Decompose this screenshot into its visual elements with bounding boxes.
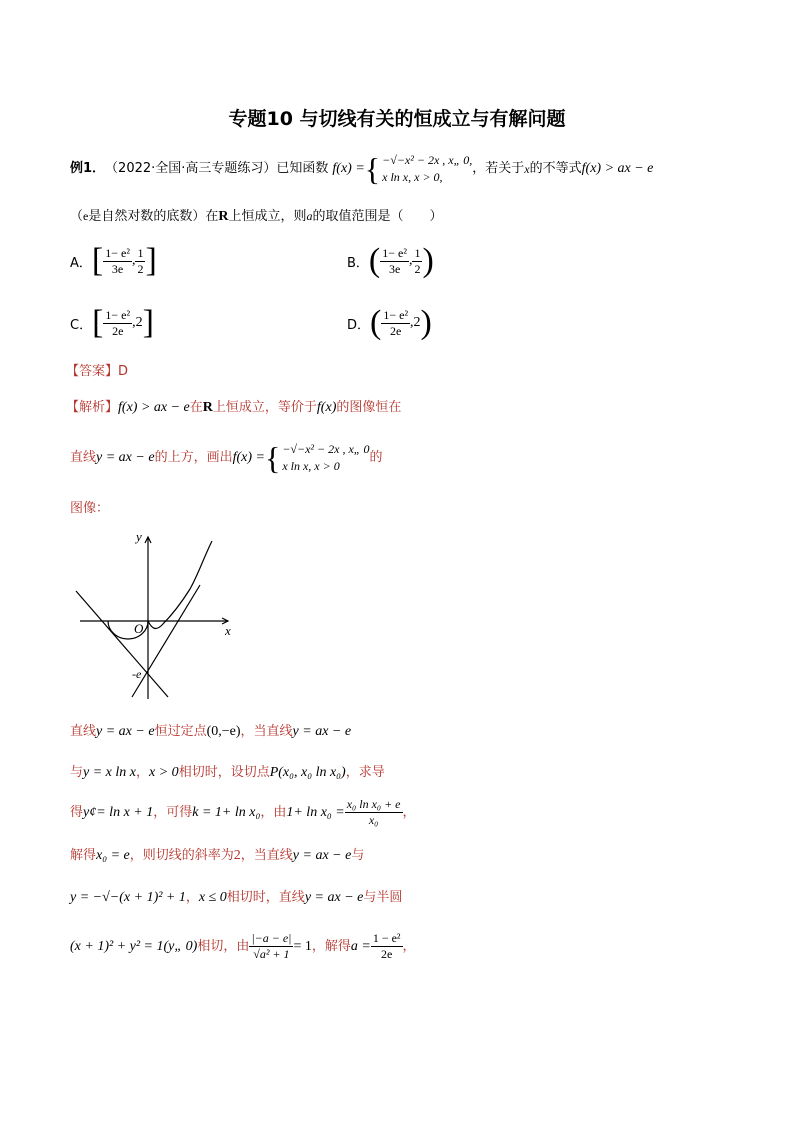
comma: , xyxy=(131,253,136,268)
bracket-right: ) xyxy=(422,242,434,279)
numerator: 1 xyxy=(414,245,421,260)
math: (0,−e) xyxy=(206,724,241,739)
math: (x + 1)² + y² = 1(y„ 0) xyxy=(70,938,198,954)
func-name: f(x) = xyxy=(232,450,265,465)
bracket-right: ] xyxy=(142,304,154,341)
numerator: |−a − e| xyxy=(251,931,292,945)
math: f(x) xyxy=(316,400,337,415)
math: y = ax − e xyxy=(96,724,155,739)
numerator: x₀ ln x₀ + e xyxy=(346,797,401,811)
piecewise-function: { −√−x² − 2x , x„ 0, x ln x, x > 0, xyxy=(364,151,473,187)
fraction xyxy=(103,308,132,339)
denominator: 2 xyxy=(137,261,144,276)
paren-open: （ xyxy=(70,209,84,224)
option-label: C． xyxy=(70,317,93,333)
text: ，则切线的斜率为 xyxy=(129,848,234,863)
text: 直线 xyxy=(70,724,97,739)
text: 图像： xyxy=(70,501,110,516)
analysis-line-6 xyxy=(70,797,416,828)
e-symbol: e xyxy=(83,209,89,223)
fraction xyxy=(103,246,132,277)
fraction xyxy=(249,931,293,962)
denominator: 2 xyxy=(414,261,421,276)
piece-1: −√−x² − 2x , x„ 0, xyxy=(382,153,473,167)
text: 的上方，画出 xyxy=(154,450,233,465)
text: ， xyxy=(185,890,199,905)
example-line-1 xyxy=(70,152,653,186)
text: 的 xyxy=(369,450,383,465)
analysis-line-4 xyxy=(70,723,351,741)
analysis-line-8 xyxy=(70,889,402,907)
bracket-right: ] xyxy=(145,242,157,279)
option-label: B． xyxy=(347,255,369,271)
text: ， xyxy=(136,765,150,780)
piecewise-function: { −√−x² − 2x , x„ 0 x ln x, x > 0 xyxy=(264,440,370,476)
math: y = ax − e xyxy=(292,724,352,739)
fraction xyxy=(135,246,145,277)
math: y = ax − e xyxy=(304,890,364,905)
text: ，可得 xyxy=(153,804,193,820)
answer-label: 【答案】 xyxy=(66,364,119,379)
fraction xyxy=(381,308,410,339)
numerator: 1− e² xyxy=(105,307,131,322)
example-line-2 xyxy=(70,207,443,226)
math: y¢= ln x + 1 xyxy=(83,804,154,820)
math: a = xyxy=(350,938,371,954)
example-source: （2022·全国·高三专题练习）已知函数 xyxy=(105,161,329,176)
text: 相切，由 xyxy=(197,938,250,954)
math: f(x) > ax − e xyxy=(118,400,190,415)
example-question: 的取值范围是（ ） xyxy=(312,209,443,224)
function-graph xyxy=(70,525,250,705)
example-text: 是自然对数的底数）在 xyxy=(88,209,219,224)
text: 解得 xyxy=(70,848,97,863)
text: ， xyxy=(402,938,416,954)
page-title: 专题10 与切线有关的恒成立与有解问题 xyxy=(228,108,566,130)
text: 在 xyxy=(189,400,203,415)
numerator: 1− e² xyxy=(383,307,409,322)
denominator: √a² + 1 xyxy=(253,947,290,961)
text: ，由 xyxy=(260,804,287,820)
slope-value: 2 xyxy=(233,848,241,863)
var-x: x xyxy=(524,162,530,176)
xlnx-curve xyxy=(148,541,212,628)
example-mid2: 的不等式 xyxy=(529,161,582,176)
option-label: D． xyxy=(347,317,371,333)
option-label: A． xyxy=(70,255,92,271)
bracket-left: ( xyxy=(368,242,381,279)
piece-1: −√−x² − 2x , x„ 0 xyxy=(282,442,370,456)
y-label: y xyxy=(136,529,142,544)
option-value: 2 xyxy=(135,315,143,330)
option-a[interactable] xyxy=(70,244,157,278)
x-label: x xyxy=(225,623,231,638)
a-symbol: a xyxy=(306,209,313,223)
e-intercept-label: -e xyxy=(132,667,142,681)
bracket-left: ( xyxy=(370,304,382,341)
origin-label: O xyxy=(134,621,144,636)
denominator: x₀ xyxy=(368,813,379,827)
analysis-line-3 xyxy=(70,500,109,518)
analysis-label: 【解析】 xyxy=(66,400,119,415)
piece-2: x ln x, x > 0 xyxy=(282,459,340,473)
math: 1+ ln x₀ = xyxy=(286,804,345,820)
comma: , xyxy=(132,315,136,330)
math: y = ax − e xyxy=(292,848,352,863)
inequality: f(x) > ax − e xyxy=(581,161,654,176)
answer-value: D xyxy=(118,364,129,379)
tangent-line-2 xyxy=(132,585,200,697)
bracket-right: ) xyxy=(420,304,432,341)
math: x₀ = e xyxy=(96,848,130,863)
comma: , xyxy=(408,253,413,268)
numerator: 1 − e² xyxy=(372,931,401,945)
denominator: 2e xyxy=(381,947,393,961)
math: y = ax − e xyxy=(96,450,155,465)
denominator: 3e xyxy=(388,261,401,276)
text: 与半圆 xyxy=(363,890,403,905)
bracket-left: [ xyxy=(92,304,104,341)
text: 恒过定点 xyxy=(154,724,207,739)
analysis-line-2 xyxy=(70,441,382,475)
text: ，当直线 xyxy=(240,724,293,739)
option-value: 2 xyxy=(413,315,421,330)
analysis-line-5 xyxy=(70,764,385,782)
math: x > 0 xyxy=(149,765,179,780)
tangent-line-1 xyxy=(76,591,168,697)
math: P(x₀, x₀ ln x₀) xyxy=(269,765,346,780)
math: x ≤ 0 xyxy=(198,890,227,905)
bracket-left: [ xyxy=(91,242,104,279)
func-name: f(x) = xyxy=(332,161,365,176)
real-set: R xyxy=(202,400,213,415)
fraction xyxy=(371,931,403,962)
example-label: 例1． xyxy=(70,161,106,176)
text: ， xyxy=(402,804,416,820)
real-set: R xyxy=(218,209,229,224)
option-c[interactable] xyxy=(70,306,154,340)
math: y = x ln x xyxy=(83,765,136,780)
fraction xyxy=(345,797,403,828)
text: 相切时，直线 xyxy=(226,890,305,905)
option-b[interactable] xyxy=(347,244,434,278)
analysis-line-1 xyxy=(66,399,401,417)
fraction xyxy=(380,246,409,277)
text: 与 xyxy=(351,848,365,863)
math: y = −√−(x + 1)² + 1 xyxy=(70,890,186,905)
math: k = 1+ ln x₀ xyxy=(192,804,261,820)
numerator: 1− e² xyxy=(382,245,407,260)
denominator: 3e xyxy=(111,261,124,276)
example-mid: ，若关于 xyxy=(472,161,525,176)
text: ，求导 xyxy=(345,765,385,780)
text: 的图像恒在 xyxy=(336,400,402,415)
comma: , xyxy=(410,315,414,330)
text: 直线 xyxy=(70,450,97,465)
fraction xyxy=(412,246,422,277)
text: ，当直线 xyxy=(240,848,293,863)
text: ，解得 xyxy=(311,938,351,954)
denominator: 2e xyxy=(390,323,402,338)
text: 相切时，设切点 xyxy=(178,765,270,780)
analysis-line-7 xyxy=(70,847,364,865)
denominator: 2e xyxy=(112,323,124,338)
piece-2: x ln x, x > 0, xyxy=(382,170,443,184)
numerator: 1 xyxy=(137,245,144,260)
text: 上恒成立，等价于 xyxy=(212,400,317,415)
analysis-line-9 xyxy=(70,931,416,962)
numerator: 1− e² xyxy=(105,245,130,260)
text: 与 xyxy=(70,765,84,780)
example-text: 上恒成立，则 xyxy=(228,209,307,224)
option-d[interactable] xyxy=(347,306,432,340)
answer-line xyxy=(66,363,128,381)
math: = 1 xyxy=(293,938,312,954)
text: 得 xyxy=(70,804,84,820)
